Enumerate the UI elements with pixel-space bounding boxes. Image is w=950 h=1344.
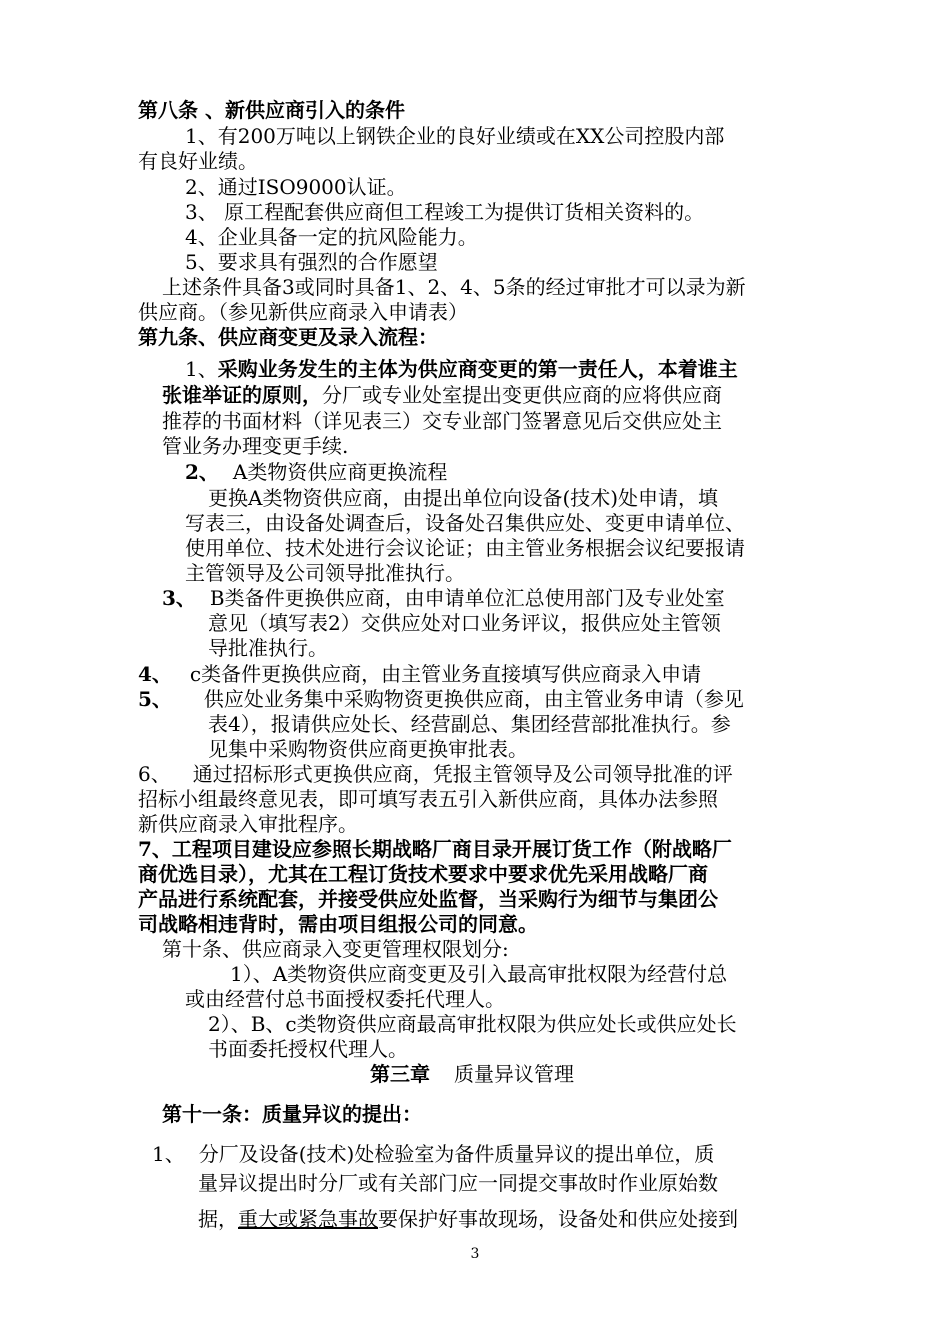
art11-item-1-text-3b: 要保护好事故现场，设备处和供应处接到	[378, 1207, 738, 1231]
chapter-title: 质量异议管理	[454, 1062, 574, 1086]
art10-point-1-line-2: 或由经营付总书面授权委托代理人。	[185, 987, 505, 1011]
art9-item-1-rest-2: 分厂或专业处室提出变更供应商的应将供应商	[322, 383, 722, 407]
chapter-label: 第三章	[370, 1062, 430, 1086]
art8-item-4: 4、企业具备一定的抗风险能力。	[185, 225, 478, 249]
art9-item-1-line-4: 管业务办理变更手续.	[162, 434, 349, 458]
art11-item-1-number: 1、	[152, 1142, 185, 1166]
art9-item-3-line-1	[162, 585, 725, 611]
article-8-heading: 第八条 、新供应商引入的条件	[138, 98, 405, 122]
art8-item-1-line-2: 有良好业绩。	[138, 149, 258, 173]
art11-item-1-line-3	[198, 1206, 738, 1232]
art11-item-1-line-2: 量异议提出时分厂或有关部门应一同提交事故时作业原始数	[198, 1171, 718, 1195]
art9-item-1-bold-2: 张谁举证的原则，	[162, 383, 322, 407]
art9-item-6-line-1	[138, 761, 733, 787]
art9-item-7-line-1: 7、工程项目建设应参照长期战略厂商目录开展订货工作（附战略厂	[138, 837, 732, 861]
art9-item-5-text-1: 供应处业务集中采购物资更换供应商，由主管业务申请（参见	[203, 687, 744, 711]
art9-item-3-line-3: 导批准执行。	[208, 636, 328, 660]
art8-summary-line-1: 上述条件具备3或同时具备1、2、4、5条的经过审批才可以录为新	[162, 275, 746, 299]
art9-item-5-line-1	[138, 686, 744, 712]
art9-item-1-line-2	[162, 382, 722, 408]
art9-item-2-line-4: 主管领导及公司领导批准执行。	[185, 561, 465, 585]
art10-point-2-line-2: 书面委托授权代理人。	[208, 1037, 408, 1061]
art9-item-3-text-1: B类备件更换供应商，由申请单位汇总使用部门及专业处室	[209, 586, 725, 610]
art9-item-2-line-1: 更换A类物资供应商，由提出单位向设备(技术)处申请，填	[208, 486, 719, 510]
art8-item-1-line-1: 1、有200万吨以上钢铁企业的良好业绩或在XX公司控股内部	[185, 124, 725, 148]
art9-item-7-line-4: 司战略相违背时，需由项目组报公司的同意。	[138, 912, 538, 936]
art8-item-5: 5、要求具有强烈的合作愿望	[185, 250, 438, 274]
art9-item-4-number: 4、	[138, 662, 172, 686]
art11-item-1-line-1	[152, 1141, 714, 1167]
art9-item-3-line-2: 意见（填写表2）交供应处对口业务评议，报供应处主管领	[208, 611, 721, 635]
art11-item-1-text-3a: 据，	[198, 1207, 238, 1231]
art9-item-6-text-1: 通过招标形式更换供应商，凭报主管领导及公司领导批准的评	[192, 762, 733, 786]
art9-item-6-number: 6、	[138, 762, 171, 786]
art9-item-1-line-1	[185, 356, 738, 382]
art9-item-2-line-3: 使用单位、技术处进行会议论证；由主管业务根据会议纪要报请	[185, 536, 745, 560]
page-number: 3	[470, 1246, 480, 1262]
art9-item-7-line-2: 商优选目录），尤其在工程订货技术要求中要求优先采用战略厂商	[138, 862, 708, 886]
art9-item-7-line-3: 产品进行系统配套，并接受供应处监督，当采购行为细节与集团公	[138, 887, 718, 911]
chapter-3-heading	[370, 1061, 574, 1087]
art9-item-4-line-1	[138, 661, 701, 687]
art9-item-1-number: 1、	[185, 357, 218, 381]
art9-item-2-title: A类物资供应商更换流程	[232, 460, 448, 484]
article-10-heading: 第十条、供应商录入变更管理权限划分:	[162, 937, 509, 961]
art9-item-5-number: 5、	[138, 687, 172, 711]
art9-item-6-line-2: 招标小组最终意见表，即可填写表五引入新供应商，具体办法参照	[138, 787, 718, 811]
art9-item-2-line-2: 写表三，由设备处调查后，设备处召集供应处、变更申请单位、	[185, 511, 745, 535]
art8-summary-line-2: 供应商。（参见新供应商录入申请表）	[138, 300, 468, 324]
art8-item-3: 3、 原工程配套供应商但工程竣工为提供订货相关资料的。	[185, 200, 705, 224]
art9-item-2-title-line	[185, 459, 447, 485]
art10-point-1-line-1: 1）、A类物资供应商变更及引入最高审批权限为经营付总	[230, 962, 728, 986]
art9-item-2-number: 2、	[185, 460, 219, 484]
art9-item-4-text-1: c类备件更换供应商，由主管业务直接填写供应商录入申请	[189, 662, 702, 686]
art9-item-5-line-2: 表4），报请供应处长、经营副总、集团经营部批准执行。参	[208, 712, 731, 736]
art9-item-1-line-3: 推荐的书面材料（详见表三）交专业部门签署意见后交供应处主	[162, 409, 722, 433]
art8-item-2: 2、通过ISO9000认证。	[185, 175, 407, 199]
underlined-major-accident: 重大或紧急事故	[238, 1207, 378, 1231]
article-9-heading: 第九条、供应商变更及录入流程：	[138, 325, 438, 349]
art9-item-5-line-3: 见集中采购物资供应商更换审批表。	[208, 737, 528, 761]
article-11-heading: 第十一条：质量异议的提出：	[162, 1102, 422, 1126]
art9-item-1-bold-1: 采购业务发生的主体为供应商变更的第一责任人，本着谁主	[217, 357, 738, 381]
art9-item-6-line-3: 新供应商录入审批程序。	[138, 812, 358, 836]
art10-point-2-line-1: 2）、B、c类物资供应商最高审批权限为供应处长或供应处长	[208, 1012, 737, 1036]
art11-item-1-text-1: 分厂及设备(技术)处检验室为备件质量异议的提出单位，质	[198, 1142, 715, 1166]
art9-item-3-number: 3、	[162, 586, 196, 610]
